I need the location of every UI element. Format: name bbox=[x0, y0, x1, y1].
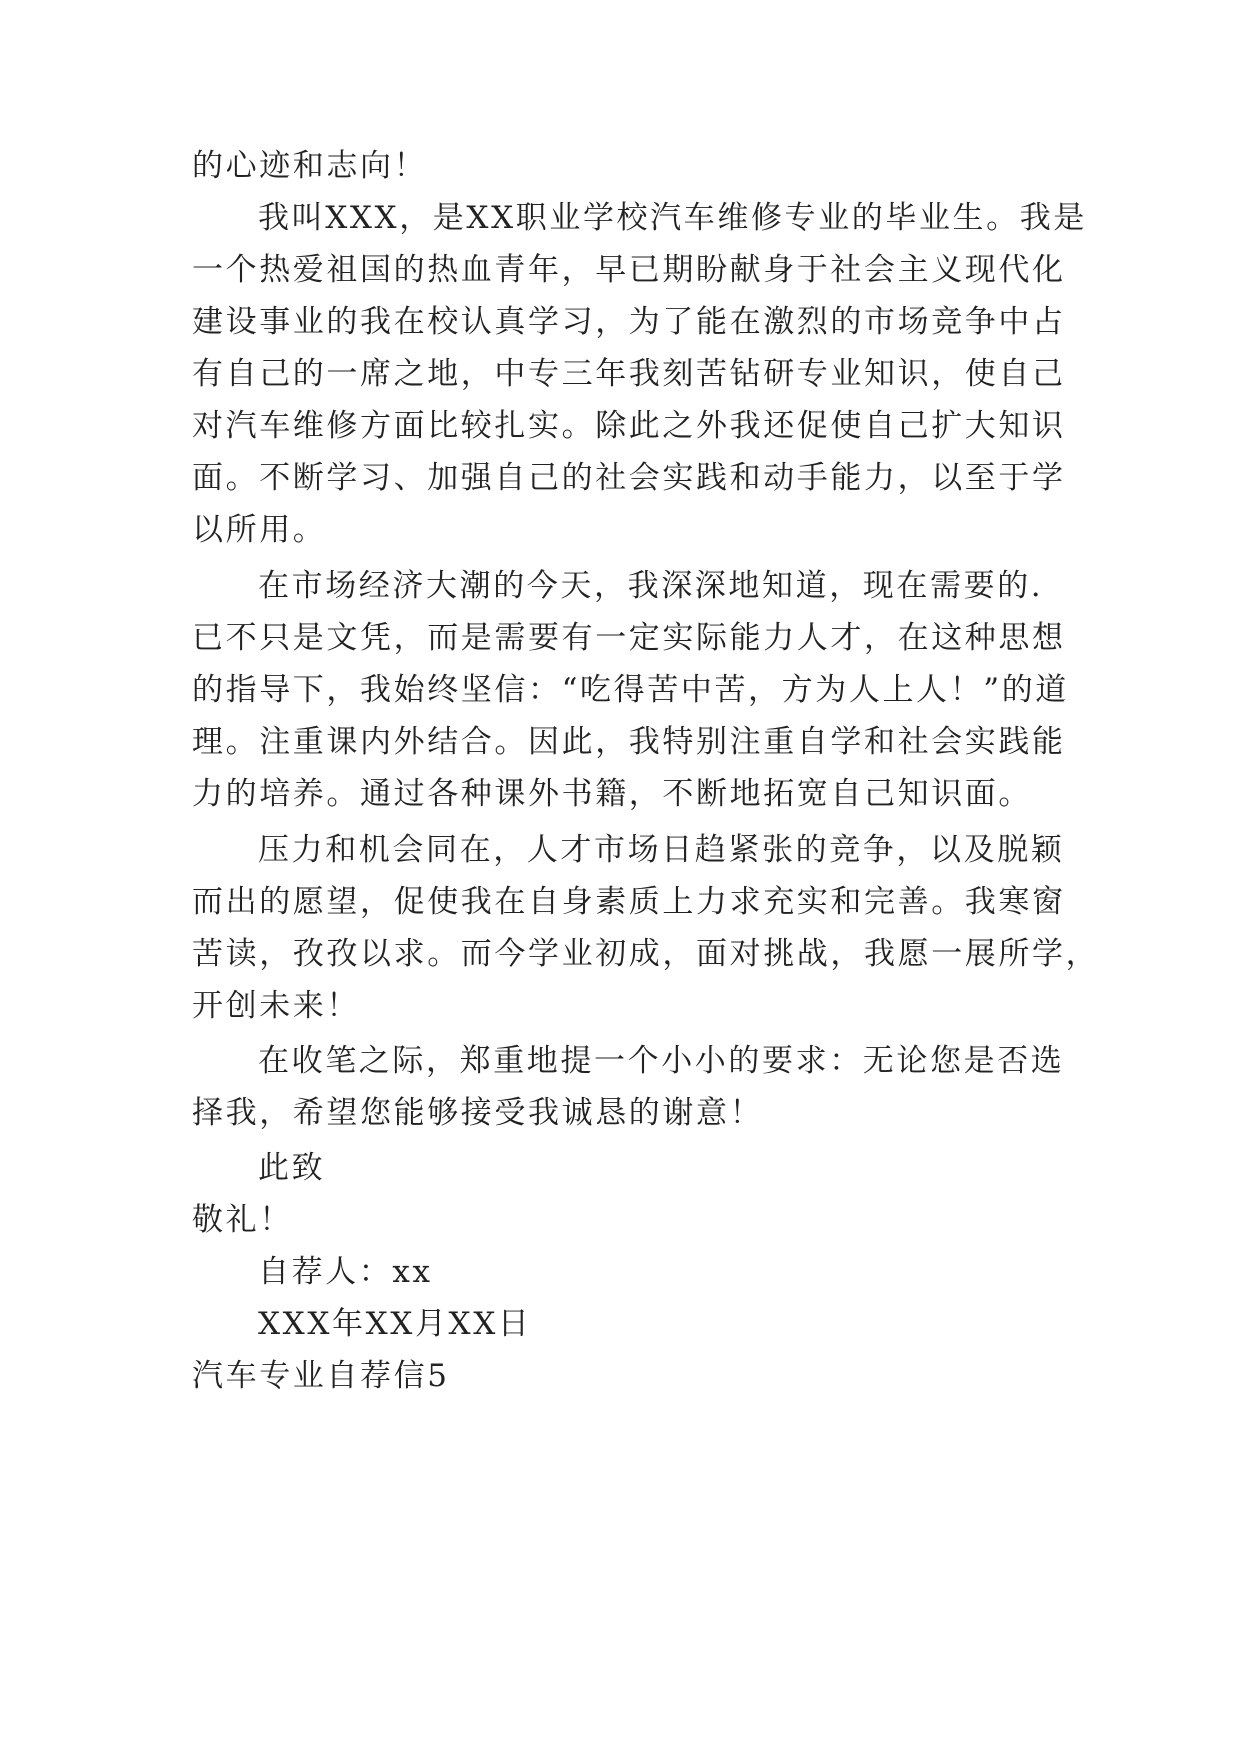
paragraph-line: 已不只是文凭，而是需要有一定实际能力人才，在这种思想 bbox=[192, 620, 1066, 656]
salutation: 敬礼！ bbox=[192, 1202, 293, 1238]
closing-phrase: 此致 bbox=[258, 1150, 326, 1186]
paragraph-line: 而出的愿望，促使我在自身素质上力求充实和完善。我寒窗 bbox=[192, 884, 1066, 920]
paragraph-line: 的心迹和志向！ bbox=[192, 148, 428, 184]
paragraph-line: 在收笔之际，郑重地提一个小小的要求：无论您是否选 bbox=[258, 1043, 1065, 1079]
paragraph-line: 以所用。 bbox=[192, 512, 327, 548]
paragraph-line: 开创未来！ bbox=[192, 988, 360, 1024]
paragraph-line: 理。注重课内外结合。因此，我特别注重自学和社会实践能 bbox=[192, 724, 1066, 760]
paragraph-line: 建设事业的我在校认真学习，为了能在激烈的市场竞争中占 bbox=[192, 304, 1066, 340]
paragraph-line: 一个热爱祖国的热血青年，早已期盼献身于社会主义现代化 bbox=[192, 252, 1066, 288]
paragraph-line: 择我，希望您能够接受我诚恳的谢意！ bbox=[192, 1095, 764, 1131]
paragraph-line: 我叫XXX，是XX职业学校汽车维修专业的毕业生。我是 bbox=[258, 200, 1087, 236]
paragraph-line: 压力和机会同在，人才市场日趋紧张的竞争，以及脱颖 bbox=[258, 832, 1065, 868]
paragraph-line: 面。不断学习、加强自己的社会实践和动手能力，以至于学 bbox=[192, 460, 1066, 496]
paragraph-line: 有自己的一席之地，中专三年我刻苦钻研专业知识，使自己 bbox=[192, 356, 1066, 392]
paragraph-line: 苦读，孜孜以求。而今学业初成，面对挑战，我愿一展所学， bbox=[192, 936, 1100, 972]
paragraph-line: 的指导下，我始终坚信：“吃得苦中苦，方为人上人！”的道 bbox=[192, 672, 1069, 708]
paragraph-line: 力的培养。通过各种课外书籍，不断地拓宽自己知识面。 bbox=[192, 776, 1032, 812]
signature-date: XXX年XX月XX日 bbox=[258, 1306, 532, 1342]
paragraph-line: 在市场经济大潮的今天，我深深地知道，现在需要的. bbox=[258, 568, 1044, 604]
paragraph-line: 对汽车维修方面比较扎实。除此之外我还促使自己扩大知识 bbox=[192, 408, 1066, 444]
signature-author: 自荐人：xx bbox=[258, 1254, 433, 1290]
section-title: 汽车专业自荐信5 bbox=[192, 1358, 450, 1394]
